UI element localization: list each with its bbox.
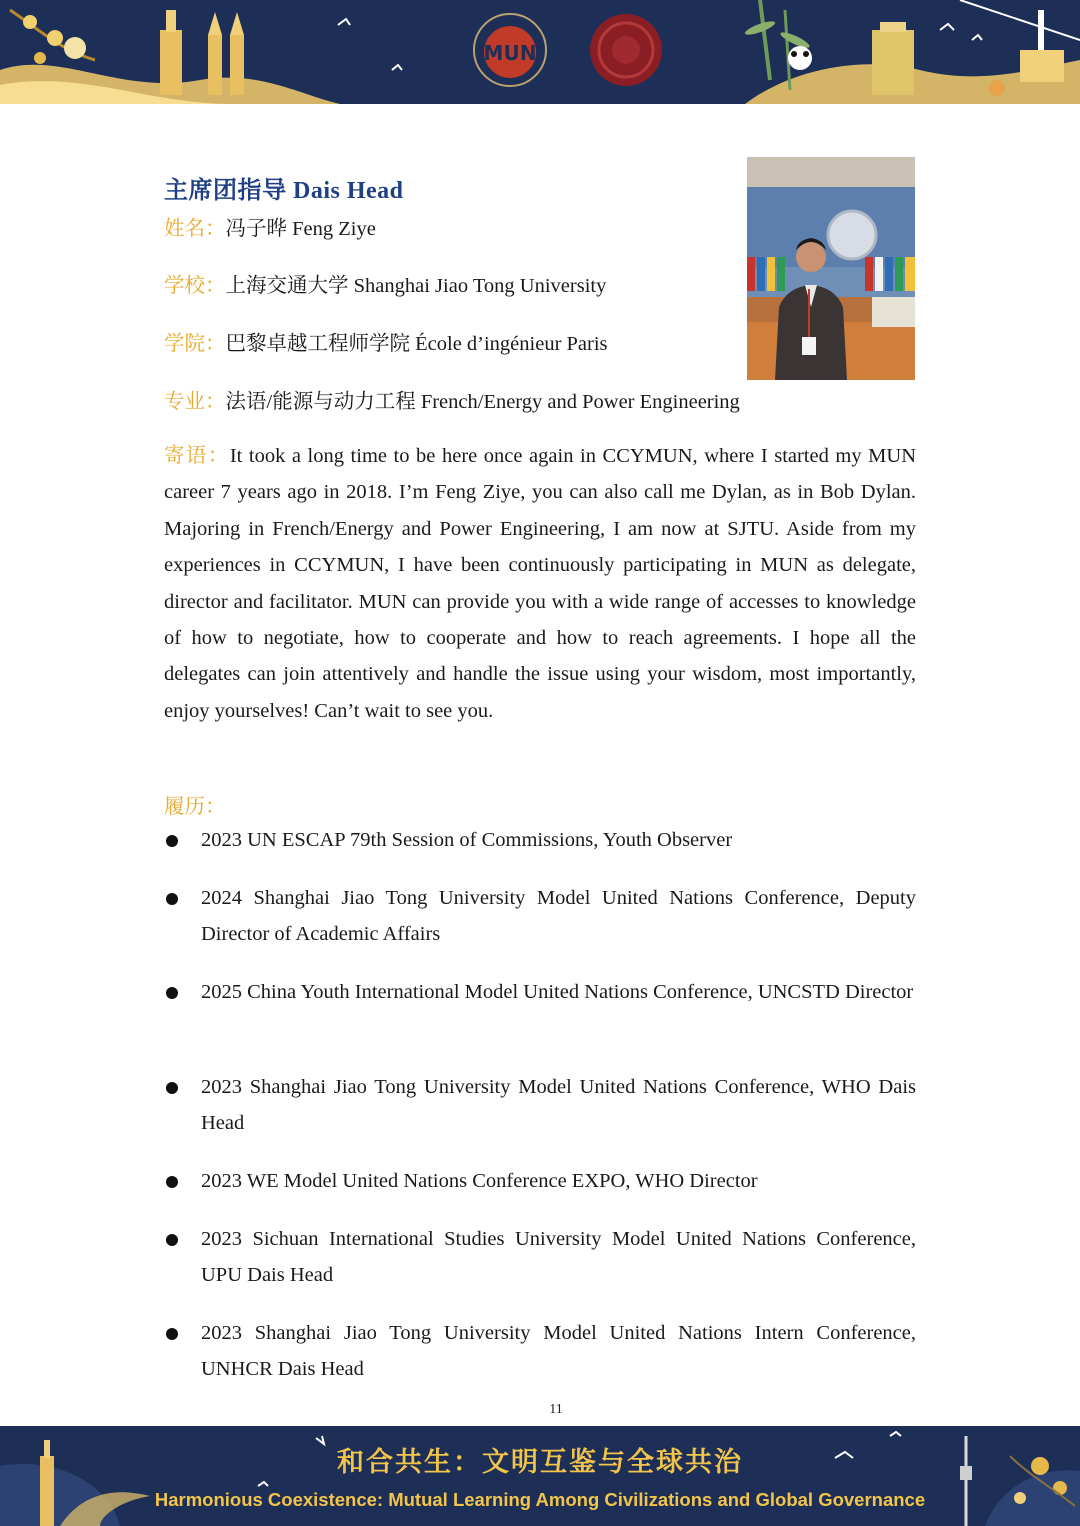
portrait-photo xyxy=(747,157,915,380)
message-text: It took a long time to be here once again in CCYMUN, where I started my MUN career 7 years ago in 2018. I’m Feng Ziye, you can also call me Dylan, as in Bob Dylan. Majoring in French/Energy and Power Engineering, I am now at SJTU. Aside from my experiences in CCYMUN, I have been continuously participating in MUN as delegate, director and facilitator. MUN can provide you with a wide range of accesses to knowledge of how to negotiate, how to cooperate and how to reach agreements. I hope all the delegates can join attentively and handle the issue using your wisdom, most importantly, enjoy yourselves! Can’t wait to see you. xyxy=(164,445,917,722)
resume-item-text: 2023 WE Model United Nations Conference EXPO, WHO Director xyxy=(201,1170,758,1192)
school-seal-logo xyxy=(590,14,662,86)
section-title: 主席团指导 Dais Head xyxy=(164,178,404,204)
resume-item-text: 2023 Shanghai Jiao Tong University Model United Nations Conference, WHO Dais Head xyxy=(201,1076,916,1135)
bullet-icon xyxy=(166,835,178,847)
footer-title-en: Harmonious Coexistence: Mutual Learning Among Civilizations and Global Governance xyxy=(154,1489,926,1510)
info-major-value: 法语/能源与动力工程 French/Energy and Power Engineering xyxy=(225,391,740,413)
info-major-label: 专业： xyxy=(164,391,226,413)
info-name xyxy=(164,211,376,241)
message-paragraph xyxy=(164,438,916,729)
resume-item-text: 2024 Shanghai Jiao Tong University Model United Nations Conference, Deputy Director of Academic Affairs xyxy=(201,887,916,946)
info-name-label: 姓名： xyxy=(164,218,226,240)
info-name-value: 冯子晔 Feng Ziye xyxy=(225,218,376,240)
info-college-label: 学院： xyxy=(164,333,226,355)
bullet-icon xyxy=(166,893,178,905)
info-school-value: 上海交通大学 Shanghai Jiao Tong University xyxy=(225,275,607,297)
resume-item-text: 2023 UN ESCAP 79th Session of Commissions, Youth Observer xyxy=(201,829,733,851)
bullet-icon xyxy=(166,1176,178,1188)
ccymun-logo xyxy=(474,14,546,86)
bullet-icon xyxy=(166,1328,178,1340)
info-school xyxy=(164,268,606,298)
svg-text:MUN: MUN xyxy=(483,41,537,65)
resume-item-text: 2025 China Youth International Model United Nations Conference, UNCSTD Director xyxy=(201,981,914,1003)
resume-label: 履历： xyxy=(164,796,226,818)
resume-item-text: 2023 Shanghai Jiao Tong University Model United Nations Intern Conference, UNHCR Dais Head xyxy=(201,1322,916,1381)
bullet-icon xyxy=(166,1082,178,1094)
bullet-icon xyxy=(166,1234,178,1246)
bullet-icon xyxy=(166,987,178,999)
resume-item-text: 2023 Sichuan International Studies University Model United Nations Conference, UPU Dais Head xyxy=(201,1228,916,1287)
footer-banner xyxy=(0,1426,1080,1526)
header-artwork xyxy=(0,0,1080,104)
info-major xyxy=(164,384,740,414)
info-school-label: 学校： xyxy=(164,275,226,297)
page-number: 11 xyxy=(549,1402,563,1417)
info-college-value: 巴黎卓越工程师学院 École d’ingénieur Paris xyxy=(225,333,608,355)
footer-title-cn: 和合共生：文明互鉴与全球共治 xyxy=(337,1447,743,1478)
message-label: 寄语： xyxy=(164,445,230,467)
info-college xyxy=(164,326,608,356)
header-banner xyxy=(0,0,1080,104)
